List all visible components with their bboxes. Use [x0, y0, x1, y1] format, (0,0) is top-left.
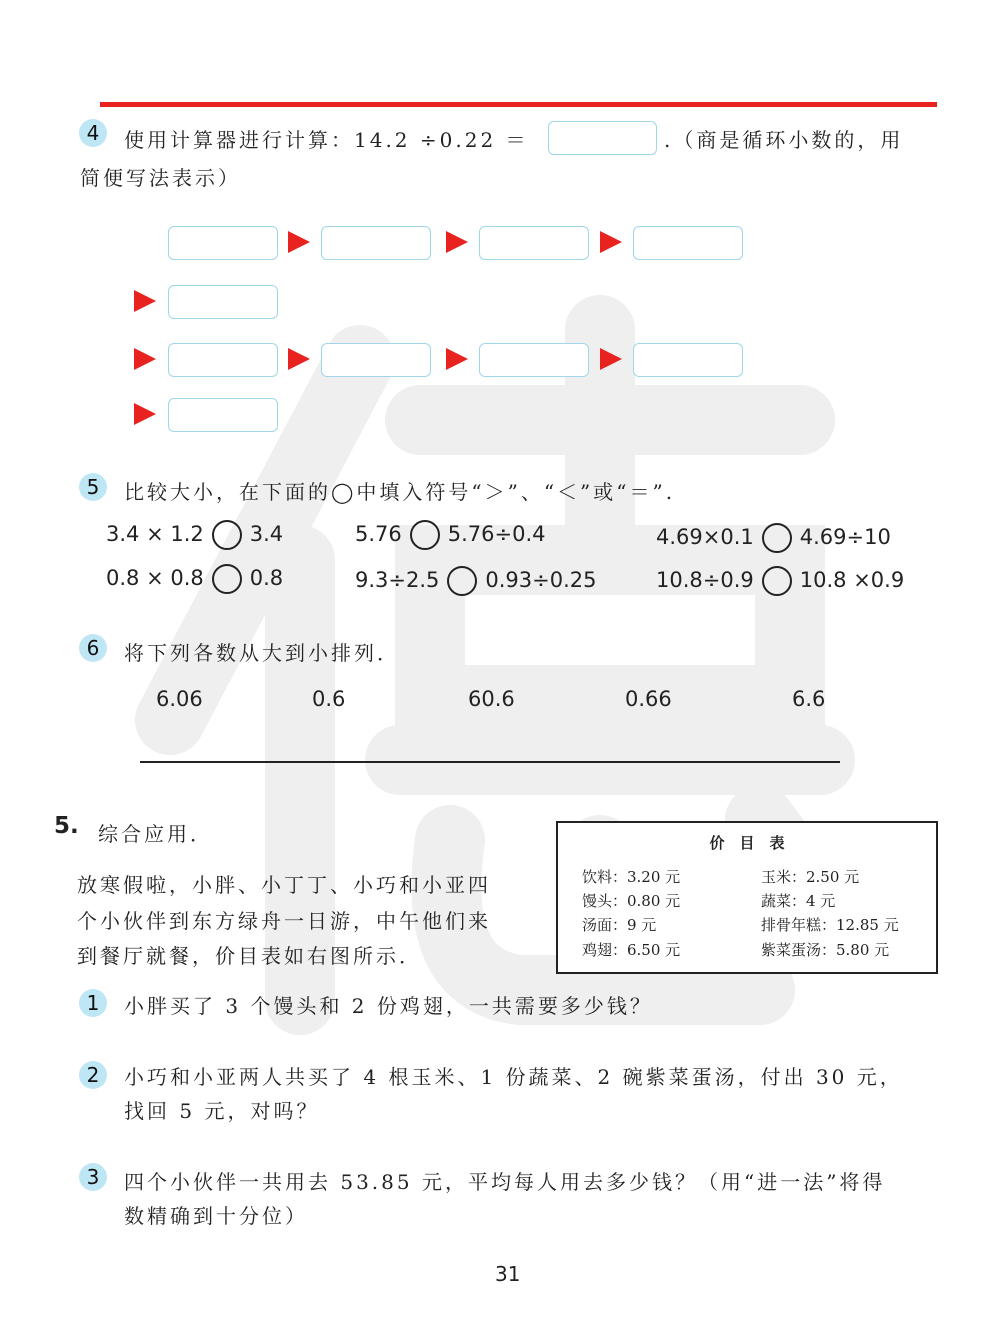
question-number: 2	[79, 1061, 107, 1089]
left-expr: 9.3÷2.5	[355, 568, 440, 592]
number-item: 0.6	[312, 687, 346, 711]
arrow-icon	[134, 348, 156, 370]
price-item: 蔬菜：4 元	[761, 892, 836, 910]
question-text: 小胖买了 3 个馒头和 2 份鸡翅，一共需要多少钱？	[124, 994, 653, 1018]
answer-box[interactable]	[168, 285, 278, 319]
left-expr: 10.8÷0.9	[656, 568, 754, 592]
question-text: .（商是循环小数的，用	[664, 128, 904, 152]
answer-circle[interactable]	[762, 523, 792, 553]
question-text: 使用计算器进行计算：14.2 ÷0.22 ＝	[124, 128, 529, 152]
price-item: 饮料：3.20 元	[582, 868, 681, 886]
left-expr: 0.8 × 0.8	[106, 566, 204, 590]
question-number: 6	[79, 634, 107, 662]
right-expr: 0.93÷0.25	[485, 568, 597, 592]
price-item: 鸡翅：6.50 元	[582, 941, 681, 959]
answer-box[interactable]	[548, 121, 657, 155]
arrow-icon	[446, 348, 468, 370]
number-item: 6.06	[156, 687, 203, 711]
paragraph-line: 到餐厅就餐，价目表如右图所示．	[77, 944, 422, 968]
question-number: 1	[79, 989, 107, 1017]
question-text: 小巧和小亚两人共买了 4 根玉米、1 份蔬菜、2 碗紫菜蛋汤，付出 30 元，	[124, 1065, 903, 1089]
arrow-icon	[134, 290, 156, 312]
question-text: 将下列各数从大到小排列．	[124, 641, 400, 665]
question-text: 数精确到十分位）	[124, 1204, 308, 1228]
price-item: 紫菜蛋汤：5.80 元	[761, 941, 890, 959]
price-item: 玉米：2.50 元	[761, 868, 860, 886]
answer-line[interactable]	[140, 761, 840, 763]
answer-box[interactable]	[633, 343, 743, 377]
red-divider	[100, 102, 937, 107]
right-expr: 3.4	[249, 522, 284, 546]
number-item: 0.66	[625, 687, 672, 711]
section-number: 5.	[54, 813, 79, 839]
comparison-item	[106, 564, 283, 594]
question-number: 5	[79, 473, 107, 501]
question-text: 简便写法表示）	[80, 166, 241, 190]
number-item: 6.6	[792, 687, 826, 711]
answer-box[interactable]	[168, 226, 278, 260]
answer-circle[interactable]	[212, 520, 242, 550]
arrow-icon	[288, 231, 310, 253]
comparison-item	[656, 566, 904, 596]
answer-circle[interactable]	[410, 520, 440, 550]
question-number: 4	[79, 119, 107, 147]
answer-box[interactable]	[168, 398, 278, 432]
price-item: 汤面：9 元	[582, 916, 657, 934]
arrow-icon	[600, 348, 622, 370]
price-table	[556, 821, 938, 974]
arrow-icon	[446, 231, 468, 253]
answer-box[interactable]	[168, 343, 278, 377]
paragraph-line: 放寒假啦，小胖、小丁丁、小巧和小亚四	[77, 873, 491, 897]
answer-box[interactable]	[321, 226, 431, 260]
question-text: 找回 5 元，对吗？	[124, 1099, 320, 1123]
question-number: 3	[79, 1163, 107, 1191]
answer-box[interactable]	[479, 226, 589, 260]
arrow-icon	[288, 348, 310, 370]
comparison-item	[355, 520, 546, 550]
answer-circle[interactable]	[762, 566, 792, 596]
price-item: 馒头：0.80 元	[582, 892, 681, 910]
question-text: 四个小伙伴一共用去 53.85 元，平均每人用去多少钱？（用“进一法”将得	[124, 1170, 886, 1194]
right-expr: 5.76÷0.4	[447, 522, 546, 546]
right-expr: 4.69÷10	[799, 525, 891, 549]
number-item: 60.6	[468, 687, 515, 711]
arrow-icon	[600, 231, 622, 253]
page-number: 31	[495, 1262, 521, 1286]
table-title: 价 目 表	[709, 834, 785, 852]
comparison-item	[355, 566, 597, 596]
comparison-item	[106, 520, 283, 550]
answer-circle[interactable]	[212, 564, 242, 594]
right-expr: 10.8 ×0.9	[799, 568, 905, 592]
right-expr: 0.8	[249, 566, 284, 590]
left-expr: 4.69×0.1	[656, 525, 754, 549]
answer-box[interactable]	[479, 343, 589, 377]
price-item: 排骨年糕：12.85 元	[761, 916, 899, 934]
comparison-item	[656, 523, 891, 553]
question-text: 比较大小，在下面的◯中填入符号“＞”、“＜”或“＝”.	[124, 480, 676, 504]
answer-circle[interactable]	[447, 566, 477, 596]
left-expr: 5.76	[355, 522, 402, 546]
arrow-icon	[134, 403, 156, 425]
section-title: 综合应用．	[98, 822, 213, 846]
answer-box[interactable]	[633, 226, 743, 260]
left-expr: 3.4 × 1.2	[106, 522, 204, 546]
answer-box[interactable]	[321, 343, 431, 377]
paragraph-line: 个小伙伴到东方绿舟一日游，中午他们来	[77, 909, 491, 933]
